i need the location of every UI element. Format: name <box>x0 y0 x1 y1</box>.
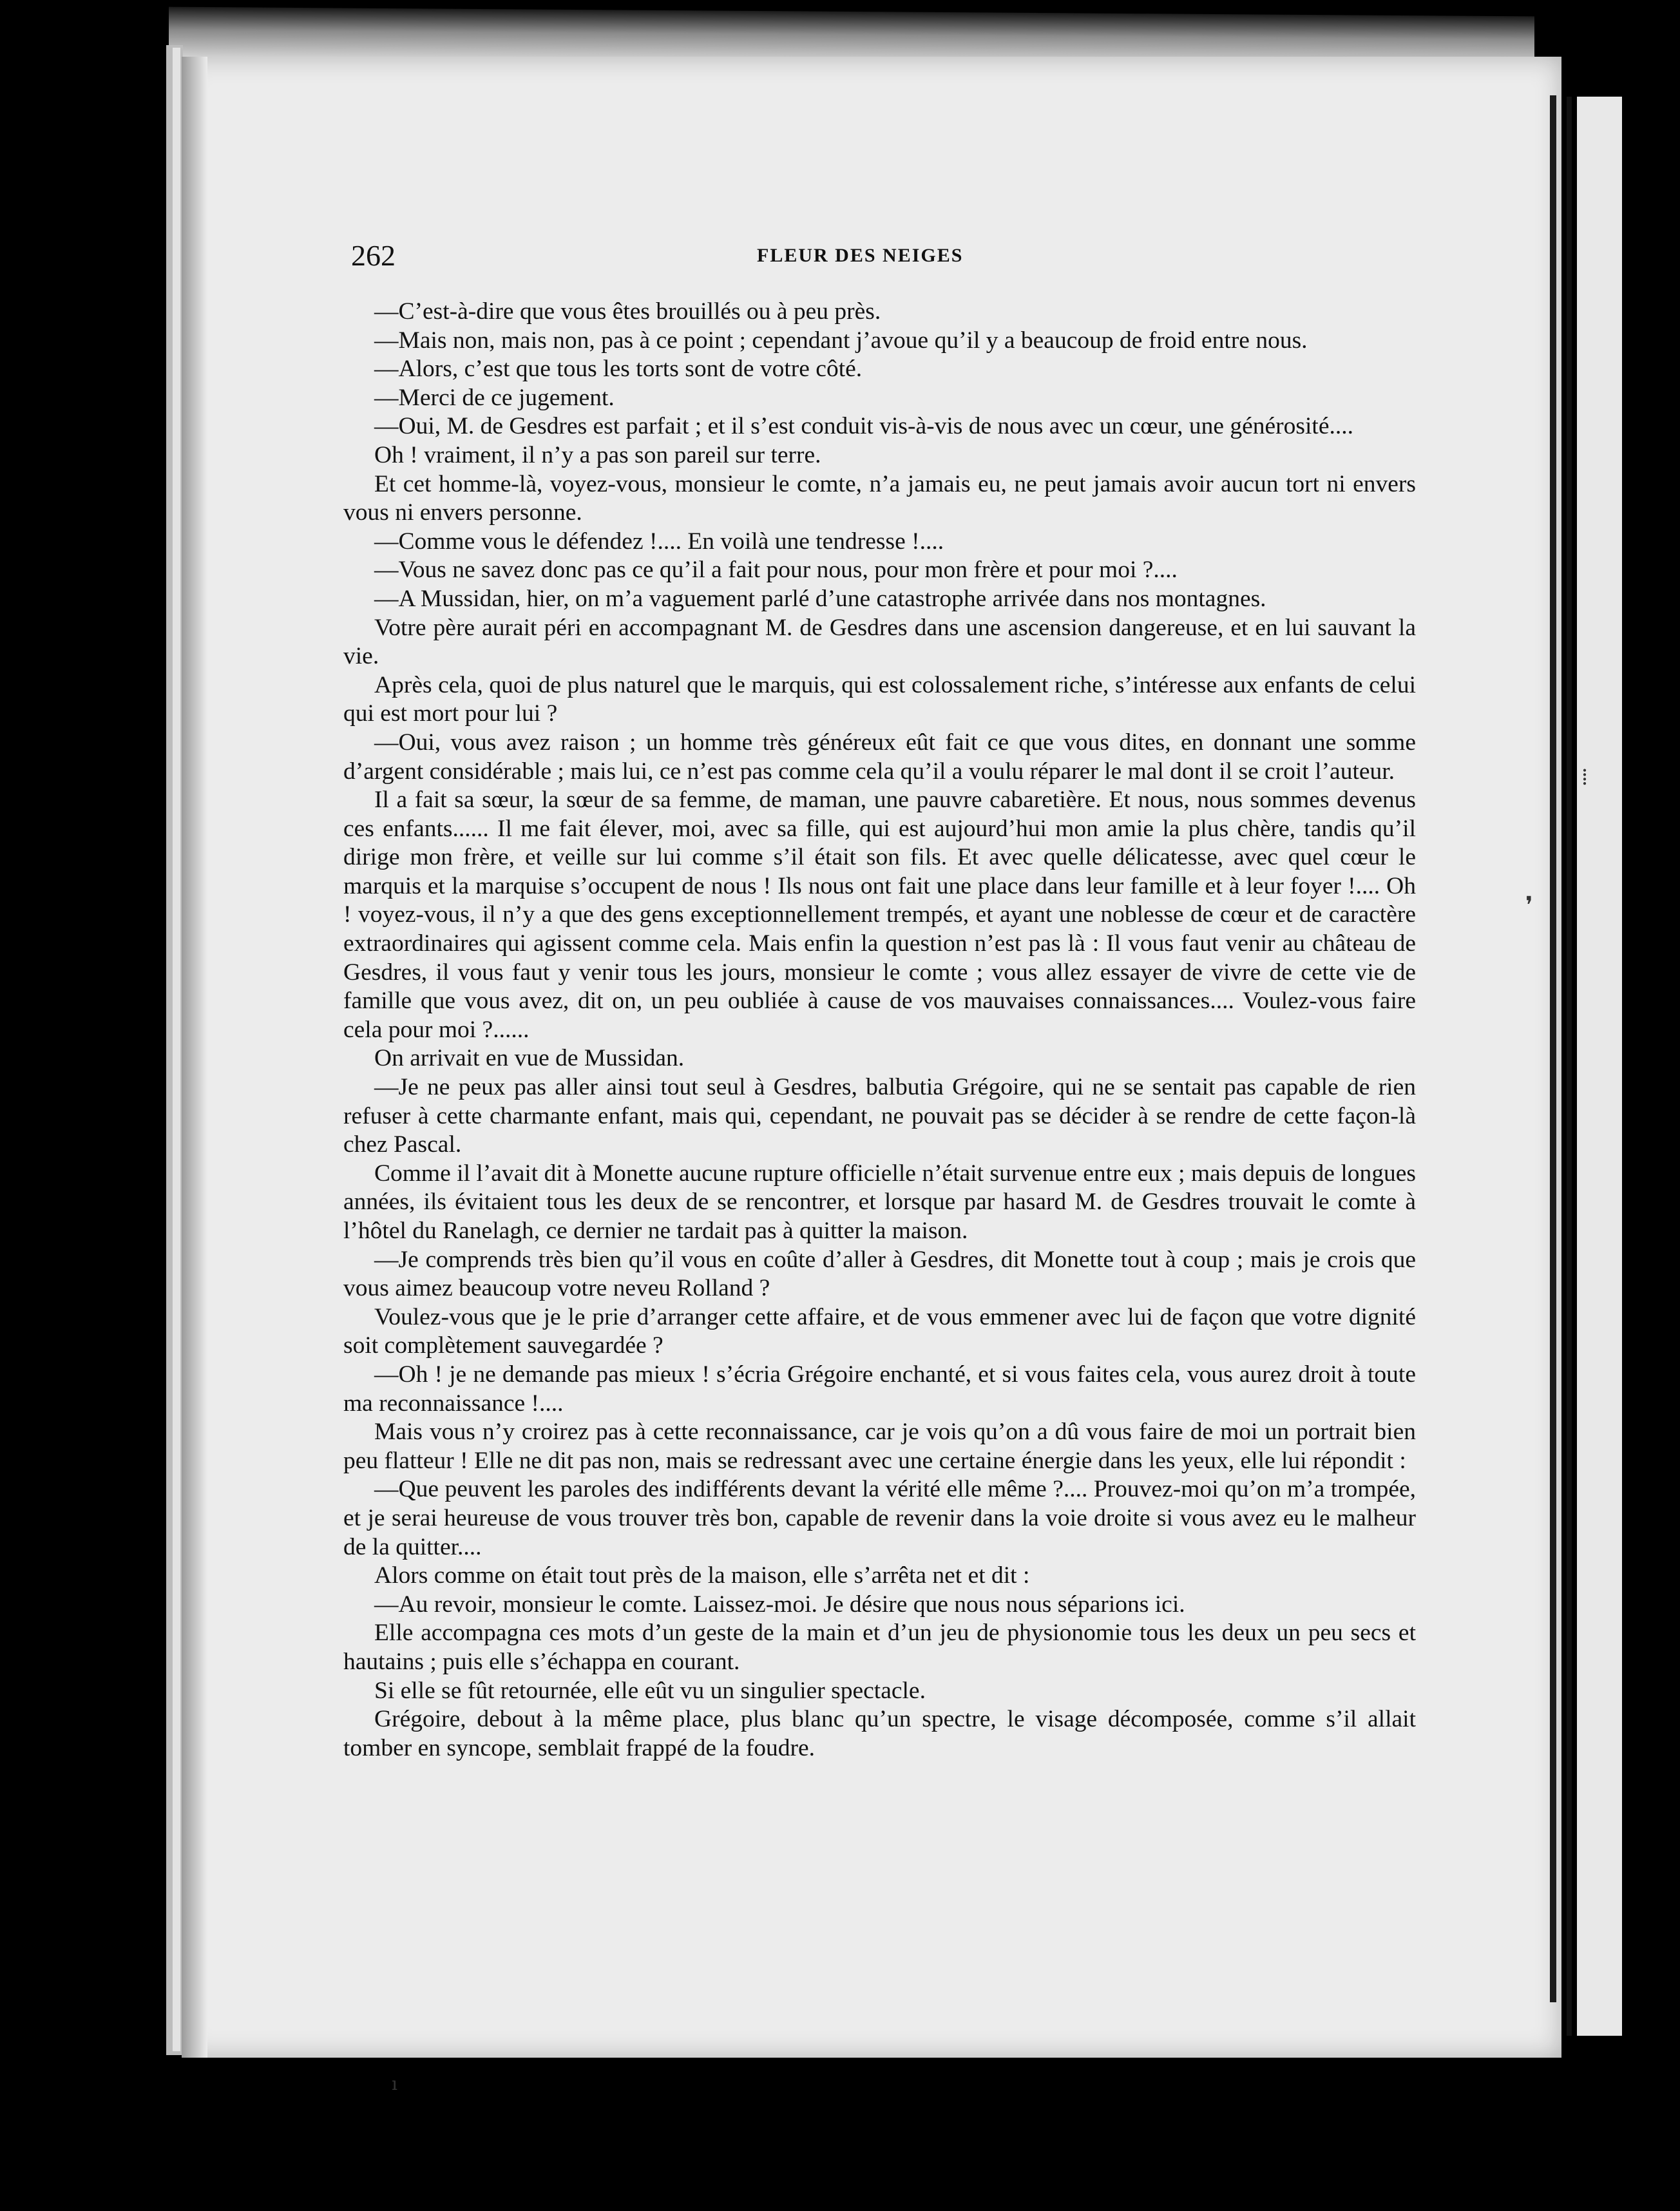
paragraph: Elle accompagna ces mots d’un geste de la main et d’un jeu de physionomie tous les deux un peu secs et hautains ; puis elle s’échappa en courant. <box>343 1620 1416 1675</box>
paragraph: Grégoire, debout à la même place, plus blanc qu’un spectre, le visage décomposée, comme s’il allait tomber en syncope, semblait frappé de la foudre. <box>343 1706 1416 1761</box>
page-number: 262 <box>351 239 396 272</box>
paragraph: —Je ne peux pas aller ainsi tout seul à Gesdres, balbutia Grégoire, qui ne se sentait pas capable de rien refuser à cette charmante enfant, mais qui, cependant, ne pouvait pas se décider à se rendre de cette façon-là chez Pascal. <box>343 1074 1416 1158</box>
paragraph: Et cet homme-là, voyez-vous, monsieur le comte, n’a jamais eu, ne peut jamais avoir aucun tort ni envers vous ni envers personne. <box>343 470 1416 526</box>
paragraph: —Comme vous le défendez !.... En voilà une tendresse !.... <box>374 528 944 555</box>
paragraph: On arrivait en vue de Mussidan. <box>374 1045 685 1072</box>
paragraph: —Je comprends très bien qu’il vous en coûte d’aller à Gesdres, dit Monette tout à coup ; mais je crois que vous aimez beaucoup votre neveu Rolland ? <box>343 1246 1416 1302</box>
paragraph: —Mais non, mais non, pas à ce point ; cependant j’avoue qu’il y a beaucoup de froid entre nous. <box>374 327 1308 354</box>
paragraph: —A Mussidan, hier, on m’a vaguement parlé d’une catastrophe arrivée dans nos montagnes. <box>374 585 1266 612</box>
facing-page-edge-line <box>1567 97 1572 2036</box>
paragraph: —Que peuvent les paroles des indifférents devant la vérité elle même ?.... Prouvez-moi qu’on m’a trompée, et je serai heureuse de vous trouver très bon, capable de revenir dans la voie droite si vous avez eu le malheur de la quitter.... <box>343 1476 1416 1560</box>
paragraph: Mais vous n’y croirez pas à cette reconnaissance, car je vois qu’on a dû vous faire de moi un portrait bien peu flatteur ! Elle ne dit pas non, mais se redressant avec une certaine énergie dans les yeux, elle lui répondit : <box>343 1419 1416 1474</box>
facing-page-strip <box>1577 97 1622 2036</box>
page-gutter-shadow <box>182 57 207 2058</box>
margin-mark: ❜ <box>1525 892 1533 919</box>
paragraph: —Oui, M. de Gesdres est parfait ; et il s’est conduit vis-à-vis de nous avec un cœur, une générosité.... <box>374 413 1353 440</box>
paragraph: Votre père aurait péri en accompagnant M. de Gesdres dans une ascension dangereuse, et en lui sauvant la vie. <box>343 614 1416 670</box>
paragraph: Voulez-vous que je le prie d’arranger cette affaire, et de vous emmener avec lui de façon que votre dignité soit complètement sauvegardée ? <box>343 1303 1416 1359</box>
paragraph: —Alors, c’est que tous les torts sont de votre côté. <box>374 356 863 383</box>
paragraph: Comme il l’avait dit à Monette aucune rupture officielle n’était survenue entre eux ; mais depuis de longues années, ils évitaient tous les deux de se rencontrer, et lorsque par hasard M. de Gesdres trouvait le comte à l’hôtel du Ranelagh, ce dernier ne tardait pas à quitter la maison. <box>343 1160 1416 1244</box>
page-stack-edge-highlight <box>173 48 180 2051</box>
paragraph: Alors comme on était tout près de la maison, elle s’arrêta net et dit : <box>374 1562 1030 1589</box>
page-header <box>351 238 1446 277</box>
paragraph: —Au revoir, monsieur le comte. Laissez-moi. Je désire que nous nous séparions ici. <box>374 1591 1185 1618</box>
paragraph: —C’est-à-dire que vous êtes brouillés ou à peu près. <box>374 298 881 325</box>
body-text <box>343 298 1416 1763</box>
paragraph: Il a fait sa sœur, la sœur de sa femme, de maman, une pauvre cabaretière. Et nous, nous sommes devenus ces enfants...... Il me fait élever, moi, avec sa fille, qui est aujourd’hui mon amie la plus chère, tandis qu’il dirige mon frère, et veille sur lui comme s’il était son fils. Et avec quelle délicatesse, avec quel cœur le marquis et la marquise s’occupent de nous ! Ils nous ont fait une place dans leur famille et à leur foyer !.... Oh ! voyez-vous, il n’y a que des gens exceptionnellement trempés, et ayant une noblesse de cœur et de caractère extraordinaires qui agissent comme cela. Mais enfin la question n’est pas là : Il vous faut venir au château de Gesdres, il vous faut y venir tous les jours, monsieur le comte ; vous allez essayer de vivre de cette vie de famille que vous avez, dit on, un peu oubliée à cause de vos mauvaises connaissances.... Voulez-vous faire cela pour moi ?...... <box>343 787 1416 1043</box>
paragraph: Si elle se fût retournée, elle eût vu un singulier spectacle. <box>374 1677 926 1704</box>
paragraph: —Vous ne savez donc pas ce qu’il a fait pour nous, pour mon frère et pour moi ?.... <box>374 557 1178 584</box>
margin-mark: ı <box>392 2073 397 2094</box>
page-right-fold-line <box>1550 95 1556 2002</box>
margin-mark: ⁞ <box>1581 764 1589 790</box>
paragraph: Oh ! vraiment, il n’y a pas son pareil sur terre. <box>374 441 821 468</box>
paragraph: —Merci de ce jugement. <box>374 384 615 411</box>
paragraph: —Oh ! je ne demande pas mieux ! s’écria Grégoire enchanté, et si vous faites cela, vous aurez droit à toute ma reconnaissance !.... <box>343 1361 1416 1417</box>
paragraph: Après cela, quoi de plus naturel que le marquis, qui est colossalement riche, s’intéresse aux enfants de celui qui est mort pour lui ? <box>343 671 1416 727</box>
paragraph: —Oui, vous avez raison ; un homme très généreux eût fait ce que vous dites, en donnant une somme d’argent considérable ; mais lui, ce n’est pas comme cela qu’il a voulu réparer le mal dont il se croit l’auteur. <box>343 729 1416 785</box>
running-title: FLEUR DES NEIGES <box>757 245 964 266</box>
